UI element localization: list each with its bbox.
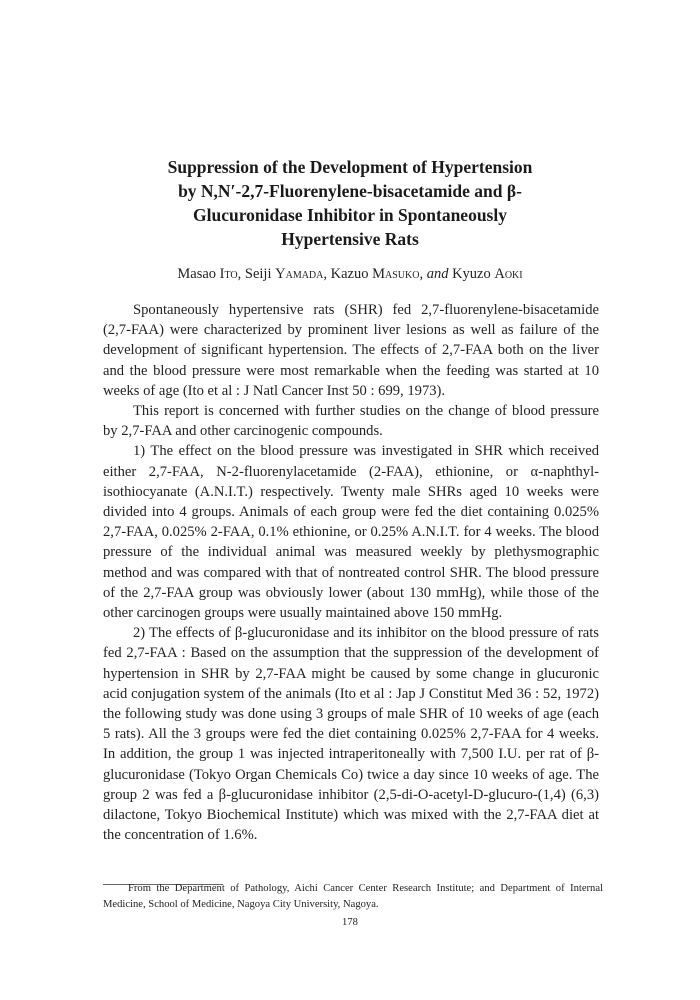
title-line: Suppression of the Development of Hypertension <box>167 157 533 177</box>
title-line: by N,N′-2,7-Fluorenylene-bisacetamide and β- <box>178 181 522 201</box>
title-line: Hypertensive Rats <box>281 229 419 249</box>
author-surname: Aoki <box>494 266 523 282</box>
author-surname: Masuko <box>372 266 420 282</box>
article-title <box>100 155 600 251</box>
title-line: Glucuronidase Inhibitor in Spontaneously <box>193 205 507 225</box>
author-first-name: Kyuzo <box>452 266 491 282</box>
author-first-name: Kazuo <box>330 266 369 282</box>
author-conjunction: and <box>426 266 449 282</box>
article-body <box>103 300 599 845</box>
author-surname: Yamada <box>275 266 324 282</box>
body-paragraph: 2) The effects of β-glucuronidase and its inhibitor on the blood pressure of rats fed 2,7-FAA : Based on the assumption that the suppression of the development of hypertension in SHR by 2,7-FAA might be caused by some change in glucuronic acid conjugation system of the animals (Ito et al : Jap J Constitut Med 36 : 52, 1972) the following study was done using 3 groups of male SHR of 10 weeks of age (each 5 rats). All the 3 groups were fed the diet containing 0.025% 2,7-FAA for 4 weeks. In addition, the group 1 was injected intraperitoneally with 7,500 I.U. per rat of β-glucuronidase (Tokyo Organ Chemicals Co) twice a day since 10 weeks of age. The group 2 was fed a β-glucuronidase inhibitor (2,5-di-O-acetyl-D-glucuro-(1,4) (6,3) dilactone, Tokyo Biochemical Institute) which was mixed with the 2,7-FAA diet at the concentration of 1.6%. <box>103 625 599 844</box>
page-number: 178 <box>342 917 358 928</box>
author-first-name: Masao <box>177 266 217 282</box>
body-paragraph: 1) The effect on the blood pressure was investigated in SHR which received either 2,7-FAA, N-2-fluorenylacetamide (2-FAA), ethionine, or α-naphthyl-isothiocyanate (A.N.I.T.) respectively. Twenty male SHRs aged 10 weeks were divided into 4 groups. Animals of each group were fed the diet containing 0.025% 2,7-FAA, 0.025% 2-FAA, 0.1% ethionine, or 0.25% A.N.I.T. for 4 weeks. The blood pressure of the individual animal was measured weekly by plethysmographic method and was compared with that of nontreated control SHR. The blood pressure of the 2,7-FAA group was obviously lower (about 130 mmHg), while those of the other carcinogen groups were usually maintained above 150 mmHg. <box>103 443 599 622</box>
author-list: Masao Ito, Seiji Yamada, Kazuo Masuko, and Kyuzo Aoki <box>177 266 523 282</box>
body-paragraph: Spontaneously hypertensive rats (SHR) fed 2,7-fluorenylene-bisacetamide (2,7-FAA) were characterized by prominent liver lesions as well as failure of the development of significant hypertension. The effects of 2,7-FAA both on the liver and the blood pressure were most remarkable when the feeding was started at 10 weeks of age (Ito et al : J Natl Cancer Inst 50 : 699, 1973). <box>103 302 599 399</box>
affiliation-footnote: From the Department of Pathology, Aichi Cancer Center Research Institute; and Department of Internal Medicine, School of Medicine, Nagoya City University, Nagoya. <box>103 883 603 910</box>
body-paragraph: This report is concerned with further studies on the change of blood pressure by 2,7-FAA and other carcinogenic compounds. <box>103 403 599 440</box>
author-surname: Ito <box>219 266 238 282</box>
author-first-name: Seiji <box>244 266 272 282</box>
